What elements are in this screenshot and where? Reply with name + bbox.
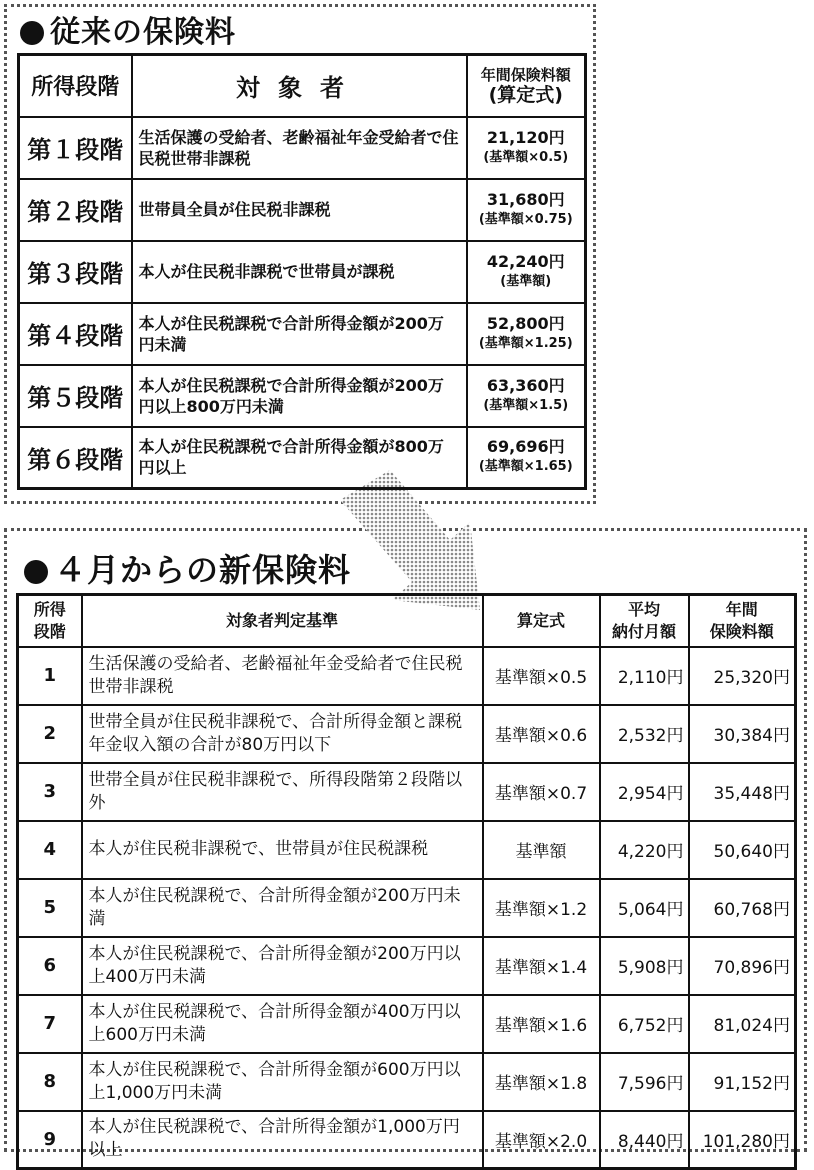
header-target: 対象者 — [132, 55, 467, 117]
table-row — [19, 303, 586, 365]
table-row — [18, 879, 796, 937]
annual-cell: 30,384円 — [689, 705, 796, 763]
monthly-cell: 2,954円 — [600, 763, 689, 821]
annual-cell: 70,896円 — [689, 937, 796, 995]
stage-cell: 第１段階 — [19, 117, 132, 179]
stage-cell: 第４段階 — [19, 303, 132, 365]
criteria-cell: 本人が住民税非課税で、世帯員が住民税課税 — [82, 821, 483, 879]
formula-cell: 基準額 — [483, 821, 600, 879]
new-section-title: ４月からの新保険料 — [24, 550, 351, 590]
header-stage: 所得 段階 — [18, 595, 82, 647]
table-row — [18, 1111, 796, 1169]
table-row — [18, 995, 796, 1053]
table-header-row — [19, 55, 586, 117]
annual-cell: 50,640円 — [689, 821, 796, 879]
formula-cell: 基準額×1.8 — [483, 1053, 600, 1111]
header-annual-fee: 年間保険料額 (算定式) — [467, 55, 586, 117]
table-header-row — [18, 595, 796, 647]
target-cell: 本人が住民税課税で合計所得金額が200万円未満 — [132, 303, 467, 365]
fee-formula: (基準額) — [500, 273, 552, 289]
fee-cell — [467, 241, 586, 303]
stage-cell: 第３段階 — [19, 241, 132, 303]
fee-formula: (基準額×1.65) — [478, 459, 573, 475]
criteria-cell: 世帯全員が住民税非課税で、合計所得金額と課税年金収入額の合計が80万円以下 — [82, 705, 483, 763]
old-premium-table — [17, 53, 587, 490]
table-row — [18, 1053, 796, 1111]
fee-cell — [467, 303, 586, 365]
bullet-icon — [24, 560, 48, 584]
table-row — [18, 821, 796, 879]
fee-amount: 69,696円 — [486, 437, 565, 457]
target-cell: 世帯員全員が住民税非課税 — [132, 179, 467, 241]
stage-cell: 3 — [18, 763, 82, 821]
annual-cell: 25,320円 — [689, 647, 796, 705]
target-cell: 本人が住民税課税で合計所得金額が200万円以上800万円未満 — [132, 365, 467, 427]
target-cell: 本人が住民税課税で合計所得金額が800万円以上 — [132, 427, 467, 489]
stage-cell: 5 — [18, 879, 82, 937]
fee-cell — [467, 427, 586, 489]
monthly-cell: 7,596円 — [600, 1053, 689, 1111]
criteria-cell: 本人が住民税課税で、合計所得金額が600万円以上1,000万円未満 — [82, 1053, 483, 1111]
new-premium-table — [16, 593, 797, 1170]
header-criteria: 対象者判定基準 — [82, 595, 483, 647]
annual-cell: 91,152円 — [689, 1053, 796, 1111]
criteria-cell: 本人が住民税課税で、合計所得金額が200万円以上400万円未満 — [82, 937, 483, 995]
formula-cell: 基準額×1.6 — [483, 995, 600, 1053]
criteria-cell: 本人が住民税課税で、合計所得金額が400万円以上600万円未満 — [82, 995, 483, 1053]
monthly-cell: 6,752円 — [600, 995, 689, 1053]
stage-cell: 第２段階 — [19, 179, 132, 241]
annual-cell: 60,768円 — [689, 879, 796, 937]
monthly-cell: 5,908円 — [600, 937, 689, 995]
stage-cell: 第６段階 — [19, 427, 132, 489]
formula-cell: 基準額×2.0 — [483, 1111, 600, 1169]
monthly-cell: 8,440円 — [600, 1111, 689, 1169]
target-cell: 生活保護の受給者、老齢福祉年金受給者で住民税世帯非課税 — [132, 117, 467, 179]
fee-formula: (基準額×0.75) — [478, 211, 573, 227]
fee-amount: 52,800円 — [486, 313, 565, 333]
stage-cell: 2 — [18, 705, 82, 763]
monthly-cell: 2,110円 — [600, 647, 689, 705]
table-row — [18, 937, 796, 995]
stage-cell: 7 — [18, 995, 82, 1053]
monthly-cell: 2,532円 — [600, 705, 689, 763]
stage-cell: 1 — [18, 647, 82, 705]
table-row — [19, 117, 586, 179]
fee-amount: 31,680円 — [486, 189, 565, 209]
table-row — [19, 365, 586, 427]
annual-cell: 101,280円 — [689, 1111, 796, 1169]
header-formula: 算定式 — [483, 595, 600, 647]
stage-cell: 4 — [18, 821, 82, 879]
header-annual: 年間 保険料額 — [689, 595, 796, 647]
annual-cell: 81,024円 — [689, 995, 796, 1053]
stage-cell: 9 — [18, 1111, 82, 1169]
fee-formula: (基準額×1.5) — [483, 397, 569, 413]
fee-amount: 42,240円 — [486, 251, 565, 271]
target-cell: 本人が住民税非課税で世帯員が課税 — [132, 241, 467, 303]
table-row — [19, 179, 586, 241]
table-row — [18, 647, 796, 705]
formula-cell: 基準額×1.4 — [483, 937, 600, 995]
stage-cell: 第５段階 — [19, 365, 132, 427]
stage-cell: 6 — [18, 937, 82, 995]
stage-cell: 8 — [18, 1053, 82, 1111]
table-row — [18, 763, 796, 821]
fee-cell — [467, 117, 586, 179]
formula-cell: 基準額×0.5 — [483, 647, 600, 705]
fee-amount: 63,360円 — [486, 375, 565, 395]
header-stage: 所得段階 — [19, 55, 132, 117]
criteria-cell: 本人が住民税課税で、合計所得金額が1,000万円以上 — [82, 1111, 483, 1169]
formula-cell: 基準額×0.7 — [483, 763, 600, 821]
formula-cell: 基準額×0.6 — [483, 705, 600, 763]
criteria-cell: 本人が住民税課税で、合計所得金額が200万円未満 — [82, 879, 483, 937]
annual-cell: 35,448円 — [689, 763, 796, 821]
header-monthly: 平均 納付月額 — [600, 595, 689, 647]
table-row — [18, 705, 796, 763]
fee-cell — [467, 179, 586, 241]
fee-formula: (基準額×1.25) — [478, 335, 573, 351]
fee-cell — [467, 365, 586, 427]
old-section-title: 従来の保険料 — [20, 14, 236, 52]
monthly-cell: 4,220円 — [600, 821, 689, 879]
table-row — [19, 427, 586, 489]
criteria-cell: 生活保護の受給者、老齢福祉年金受給者で住民税世帯非課税 — [82, 647, 483, 705]
criteria-cell: 世帯全員が住民税非課税で、所得段階第２段階以外 — [82, 763, 483, 821]
fee-amount: 21,120円 — [486, 127, 565, 147]
fee-formula: (基準額×0.5) — [483, 149, 569, 165]
formula-cell: 基準額×1.2 — [483, 879, 600, 937]
table-row — [19, 241, 586, 303]
monthly-cell: 5,064円 — [600, 879, 689, 937]
bullet-icon — [20, 21, 44, 45]
